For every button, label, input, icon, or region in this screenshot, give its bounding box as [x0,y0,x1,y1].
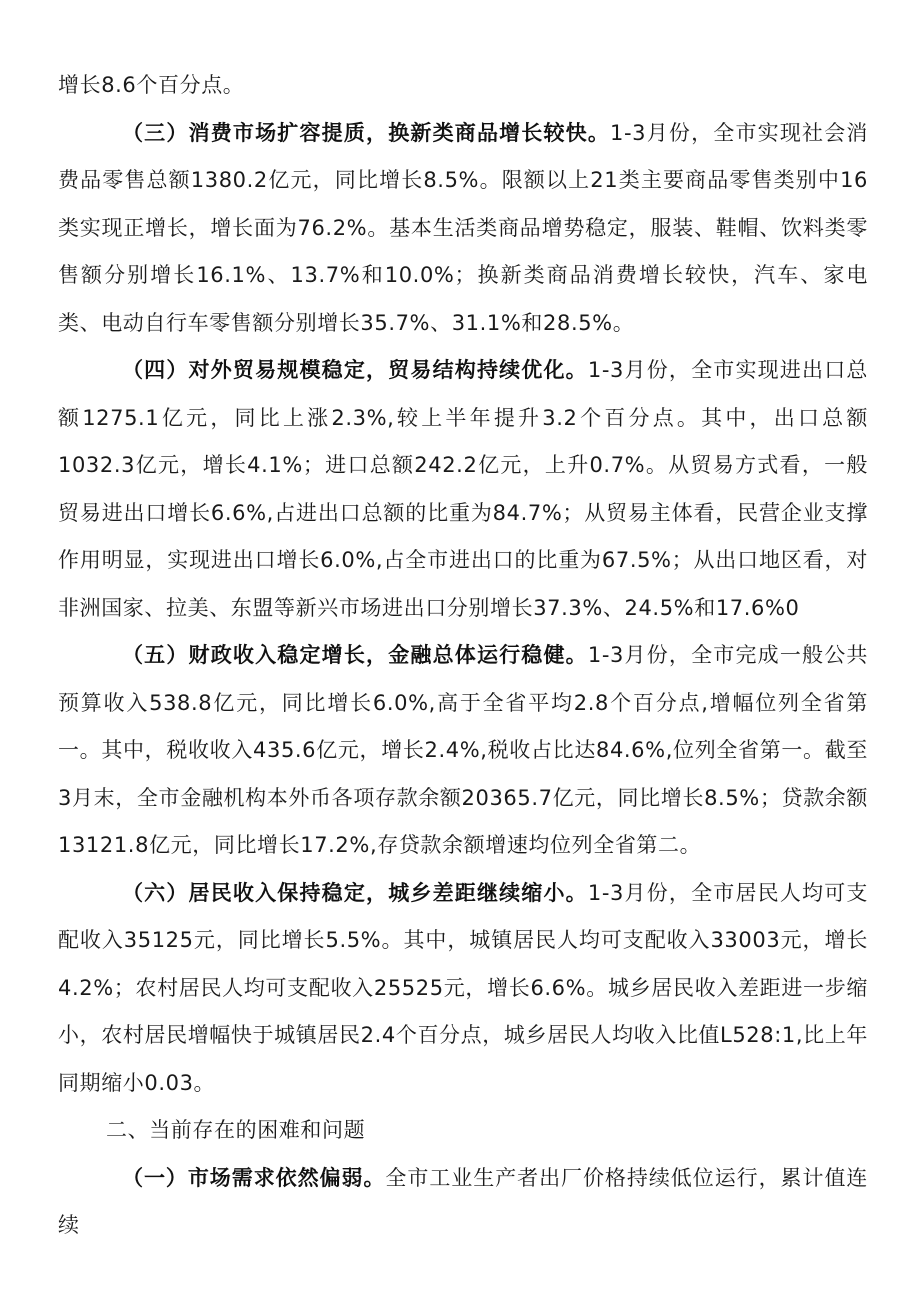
paragraph-heading: （六）居民收入保持稳定，城乡差距继续缩小。 [122,880,588,905]
paragraph-market-demand [58,1155,868,1250]
paragraph-income [58,870,868,1108]
paragraph-body: 全市工业生产者出厂价格持续低位运行，累计值连续 [58,1165,868,1237]
section-title: 二、当前存在的困难和问题 [106,1118,366,1142]
paragraph-heading: （三）消费市场扩容提质，换新类商品增长较快。 [122,120,611,145]
paragraph-trade [58,347,868,632]
paragraph-body: 1-3月份，全市居民人均可支配收入35125元，同比增长5.5%。其中，城镇居民人均可支配收入33003元，增长4.2%；农村居民人均可支配收入25525元，增长6.6%。城乡居民收入差距进一步缩小，农村居民增幅快于城镇居民2.4个百分点，城乡居民人均收入比值L528:1,比上年同期缩小0.03。 [58,880,868,1095]
paragraph-heading: （五）财政收入稳定增长，金融总体运行稳健。 [122,643,588,667]
continuation-text: 增长8.6个百分点。 [58,73,245,97]
paragraph-body: 1-3月份，全市完成一般公共预算收入538.8亿元，同比增长6.0%,高于全省平均2.8个百分点,增幅位列全省第一。其中，税收收入435.6亿元，增长2.4%,税收占比达84.6%,位列全省第一。截至3月末，全市金融机构本外币各项存款余额20365.7亿元，同比增长8.5%；贷款余额13121.8亿元，同比增长17.2%,存贷款余额增速均位列全省第二。 [58,643,868,857]
paragraph-consumption [58,110,868,348]
paragraph-heading: （一）市场需求依然偏弱。 [122,1165,386,1190]
paragraph-body: 1-3月份，全市实现社会消费品零售总额1380.2亿元，同比增长8.5%。限额以上21类主要商品零售类别中16类实现正增长，增长面为76.2%。基本生活类商品增势稳定，服装、鞋帽、饮料类零售额分别增长16.1%、13.7%和10.0%；换新类商品消费增长较快，汽车、家电类、电动自行车零售额分别增长35.7%、31.1%和28.5%。 [58,120,868,335]
paragraph-heading: （四）对外贸易规模稳定，贸易结构持续优化。 [122,358,588,382]
paragraph-body: 1-3月份，全市实现进出口总额1275.1亿元，同比上涨2.3%,较上半年提升3.2个百分点。其中，出口总额1032.3亿元，增长4.1%；进口总额242.2亿元，上升0.7%。从贸易方式看，一般贸易进出口增长6.6%,占进出口总额的比重为84.7%；从贸易主体看，民营企业支撑作用明显，实现进出口增长6.0%,占全市进出口的比重为67.5%；从出口地区看，对非洲国家、拉美、东盟等新兴市场进出口分别增长37.3%、24.5%和17.6%0 [58,358,868,620]
paragraph-finance [58,632,868,870]
document-page [58,62,868,1250]
